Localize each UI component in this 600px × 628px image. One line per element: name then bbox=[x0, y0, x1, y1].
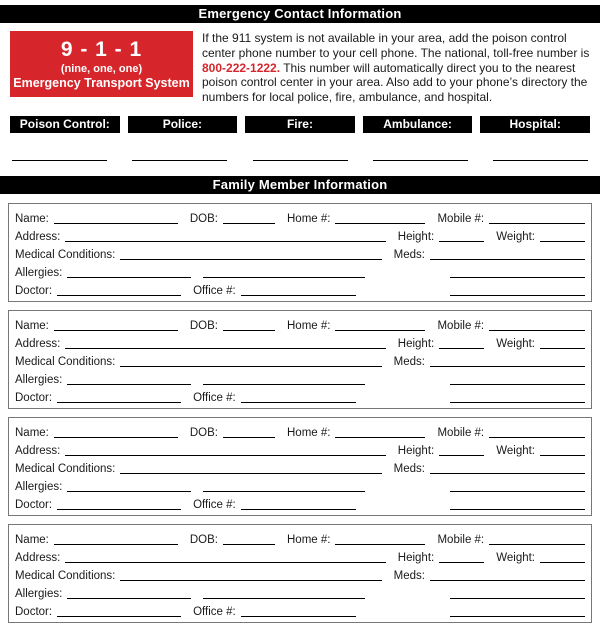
911-number: 9 - 1 - 1 bbox=[60, 38, 143, 61]
emergency-contacts-lines-row bbox=[12, 159, 588, 161]
name-fill-line[interactable] bbox=[54, 436, 178, 438]
weight-label: Weight: bbox=[496, 230, 535, 243]
home-phone-fill-line[interactable] bbox=[335, 543, 425, 545]
name-fill-line[interactable] bbox=[54, 222, 178, 224]
medical-conditions-label: Medical Conditions: bbox=[15, 248, 116, 261]
member-row-allergies bbox=[15, 582, 585, 600]
member-row-medical bbox=[15, 564, 585, 582]
address-label: Address: bbox=[15, 444, 61, 457]
home-phone-label: Home #: bbox=[287, 319, 331, 332]
weight-label: Weight: bbox=[496, 444, 535, 457]
office-phone-label: Office #: bbox=[193, 284, 236, 297]
height-fill-line[interactable] bbox=[439, 240, 484, 242]
doctor-fill-line[interactable] bbox=[57, 508, 181, 510]
dob-label: DOB: bbox=[189, 212, 218, 225]
emergency-section-header: Emergency Contact Information bbox=[0, 5, 600, 23]
member-row-address bbox=[15, 439, 585, 457]
height-fill-line[interactable] bbox=[439, 561, 484, 563]
meds-fill-line[interactable] bbox=[430, 365, 585, 367]
dob-fill-line[interactable] bbox=[223, 543, 275, 545]
mobile-phone-fill-line[interactable] bbox=[489, 436, 585, 438]
meds-label: Meds: bbox=[393, 462, 425, 475]
member-row-doctor bbox=[15, 386, 585, 404]
family-members-list bbox=[0, 203, 600, 623]
member-row-doctor bbox=[15, 600, 585, 618]
member-row-name bbox=[15, 421, 585, 439]
mobile-phone-label: Mobile #: bbox=[437, 533, 485, 546]
height-label: Height: bbox=[397, 444, 435, 457]
meds-extra-fill-line-1[interactable] bbox=[450, 490, 585, 492]
dob-fill-line[interactable] bbox=[223, 222, 275, 224]
emergency-contact-form bbox=[0, 5, 600, 623]
911-badge bbox=[10, 31, 193, 97]
mobile-phone-label: Mobile #: bbox=[437, 426, 485, 439]
allergies-extra-fill-line[interactable] bbox=[203, 490, 365, 492]
weight-label: Weight: bbox=[496, 551, 535, 564]
office-phone-fill-line[interactable] bbox=[241, 294, 356, 296]
family-member-card bbox=[8, 524, 592, 623]
emergency-contacts-labels-row bbox=[10, 116, 590, 133]
meds-extra-fill-line-2[interactable] bbox=[450, 508, 585, 510]
member-row-address bbox=[15, 546, 585, 564]
name-label: Name: bbox=[15, 212, 49, 225]
allergies-label: Allergies: bbox=[15, 266, 63, 279]
member-row-address bbox=[15, 332, 585, 350]
contact-label-police: Police: bbox=[128, 116, 238, 133]
meds-extra-fill-line-1[interactable] bbox=[450, 276, 585, 278]
height-label: Height: bbox=[397, 337, 435, 350]
911-system-name: Emergency Transport System bbox=[13, 76, 190, 90]
allergies-fill-line[interactable] bbox=[67, 490, 191, 492]
weight-fill-line[interactable] bbox=[540, 454, 585, 456]
allergies-fill-line[interactable] bbox=[67, 276, 191, 278]
member-row-allergies bbox=[15, 475, 585, 493]
medical-conditions-label: Medical Conditions: bbox=[15, 355, 116, 368]
member-row-doctor bbox=[15, 279, 585, 297]
contact-label-hospital: Hospital: bbox=[480, 116, 590, 133]
contact-label-fire: Fire: bbox=[245, 116, 355, 133]
weight-fill-line[interactable] bbox=[540, 347, 585, 349]
meds-extra-fill-line-2[interactable] bbox=[450, 294, 585, 296]
meds-label: Meds: bbox=[393, 569, 425, 582]
member-row-medical bbox=[15, 457, 585, 475]
hospital-fill-line[interactable] bbox=[493, 159, 588, 161]
meds-fill-line[interactable] bbox=[430, 579, 585, 581]
allergies-extra-fill-line[interactable] bbox=[203, 276, 365, 278]
dob-label: DOB: bbox=[189, 426, 218, 439]
allergies-extra-fill-line[interactable] bbox=[203, 383, 365, 385]
name-label: Name: bbox=[15, 426, 49, 439]
allergies-fill-line[interactable] bbox=[67, 383, 191, 385]
height-fill-line[interactable] bbox=[439, 347, 484, 349]
member-row-name bbox=[15, 314, 585, 332]
ambulance-fill-line[interactable] bbox=[373, 159, 468, 161]
instructions-text-after: This number will automatically direct you to the nearest poison control center in your area. Also add to your phone’s directory the numbers for local police, fire, ambulance, and hospital. bbox=[202, 60, 588, 105]
height-label: Height: bbox=[397, 230, 435, 243]
contact-label-poison-control: Poison Control: bbox=[10, 116, 120, 133]
home-phone-label: Home #: bbox=[287, 533, 331, 546]
medical-conditions-fill-line[interactable] bbox=[120, 579, 381, 581]
dob-fill-line[interactable] bbox=[223, 436, 275, 438]
allergies-label: Allergies: bbox=[15, 373, 63, 386]
height-label: Height: bbox=[397, 551, 435, 564]
weight-fill-line[interactable] bbox=[540, 561, 585, 563]
mobile-phone-fill-line[interactable] bbox=[489, 329, 585, 331]
member-row-medical bbox=[15, 350, 585, 368]
meds-extra-fill-line-1[interactable] bbox=[450, 383, 585, 385]
police-fill-line[interactable] bbox=[132, 159, 227, 161]
meds-extra-fill-line-2[interactable] bbox=[450, 401, 585, 403]
home-phone-fill-line[interactable] bbox=[335, 436, 425, 438]
office-phone-fill-line[interactable] bbox=[241, 508, 356, 510]
meds-label: Meds: bbox=[393, 355, 425, 368]
contact-label-ambulance: Ambulance: bbox=[363, 116, 473, 133]
address-fill-line[interactable] bbox=[65, 240, 385, 242]
dob-fill-line[interactable] bbox=[223, 329, 275, 331]
office-phone-label: Office #: bbox=[193, 498, 236, 511]
family-member-card bbox=[8, 310, 592, 409]
medical-conditions-fill-line[interactable] bbox=[120, 472, 381, 474]
doctor-fill-line[interactable] bbox=[57, 294, 181, 296]
instructions-text-before: If the 911 system is not available in your area, add the poison control center phone number to your cell phone. The national, toll-free number is bbox=[202, 31, 590, 60]
name-fill-line[interactable] bbox=[54, 329, 178, 331]
mobile-phone-fill-line[interactable] bbox=[489, 222, 585, 224]
allergies-extra-fill-line[interactable] bbox=[203, 597, 365, 599]
doctor-fill-line[interactable] bbox=[57, 401, 181, 403]
doctor-fill-line[interactable] bbox=[57, 615, 181, 617]
meds-extra-fill-line-1[interactable] bbox=[450, 597, 585, 599]
member-row-allergies bbox=[15, 368, 585, 386]
member-row-name bbox=[15, 528, 585, 546]
member-row-allergies bbox=[15, 261, 585, 279]
mobile-phone-label: Mobile #: bbox=[437, 319, 485, 332]
911-words: (nine, one, one) bbox=[60, 63, 143, 75]
address-label: Address: bbox=[15, 551, 61, 564]
poison-control-fill-line[interactable] bbox=[12, 159, 107, 161]
medical-conditions-label: Medical Conditions: bbox=[15, 569, 116, 582]
fire-fill-line[interactable] bbox=[253, 159, 348, 161]
home-phone-label: Home #: bbox=[287, 426, 331, 439]
dob-label: DOB: bbox=[189, 319, 218, 332]
meds-extra-fill-line-2[interactable] bbox=[450, 615, 585, 617]
address-fill-line[interactable] bbox=[65, 561, 385, 563]
height-fill-line[interactable] bbox=[439, 454, 484, 456]
address-fill-line[interactable] bbox=[65, 454, 385, 456]
family-member-card bbox=[8, 417, 592, 516]
address-label: Address: bbox=[15, 337, 61, 350]
instructions-paragraph bbox=[202, 31, 591, 105]
member-row-medical bbox=[15, 243, 585, 261]
family-member-card bbox=[8, 203, 592, 302]
address-fill-line[interactable] bbox=[65, 347, 385, 349]
family-section-header: Family Member Information bbox=[0, 176, 600, 194]
allergies-label: Allergies: bbox=[15, 480, 63, 493]
medical-conditions-label: Medical Conditions: bbox=[15, 462, 116, 475]
meds-fill-line[interactable] bbox=[430, 472, 585, 474]
meds-label: Meds: bbox=[393, 248, 425, 261]
doctor-label: Doctor: bbox=[15, 498, 53, 511]
office-phone-label: Office #: bbox=[193, 605, 236, 618]
member-row-doctor bbox=[15, 493, 585, 511]
name-label: Name: bbox=[15, 533, 49, 546]
dob-label: DOB: bbox=[189, 533, 218, 546]
doctor-label: Doctor: bbox=[15, 605, 53, 618]
doctor-label: Doctor: bbox=[15, 284, 53, 297]
name-fill-line[interactable] bbox=[54, 543, 178, 545]
medical-conditions-fill-line[interactable] bbox=[120, 258, 381, 260]
allergies-label: Allergies: bbox=[15, 587, 63, 600]
meds-fill-line[interactable] bbox=[430, 258, 585, 260]
office-phone-label: Office #: bbox=[193, 391, 236, 404]
weight-label: Weight: bbox=[496, 337, 535, 350]
doctor-label: Doctor: bbox=[15, 391, 53, 404]
office-phone-fill-line[interactable] bbox=[241, 615, 356, 617]
medical-conditions-fill-line[interactable] bbox=[120, 365, 381, 367]
mobile-phone-label: Mobile #: bbox=[437, 212, 485, 225]
member-row-name bbox=[15, 207, 585, 225]
home-phone-fill-line[interactable] bbox=[335, 222, 425, 224]
home-phone-label: Home #: bbox=[287, 212, 331, 225]
address-label: Address: bbox=[15, 230, 61, 243]
mobile-phone-fill-line[interactable] bbox=[489, 543, 585, 545]
emergency-info-section bbox=[10, 31, 591, 105]
name-label: Name: bbox=[15, 319, 49, 332]
member-row-address bbox=[15, 225, 585, 243]
allergies-fill-line[interactable] bbox=[67, 597, 191, 599]
weight-fill-line[interactable] bbox=[540, 240, 585, 242]
home-phone-fill-line[interactable] bbox=[335, 329, 425, 331]
office-phone-fill-line[interactable] bbox=[241, 401, 356, 403]
poison-control-phone-number: 800-222-1222. bbox=[202, 60, 281, 75]
